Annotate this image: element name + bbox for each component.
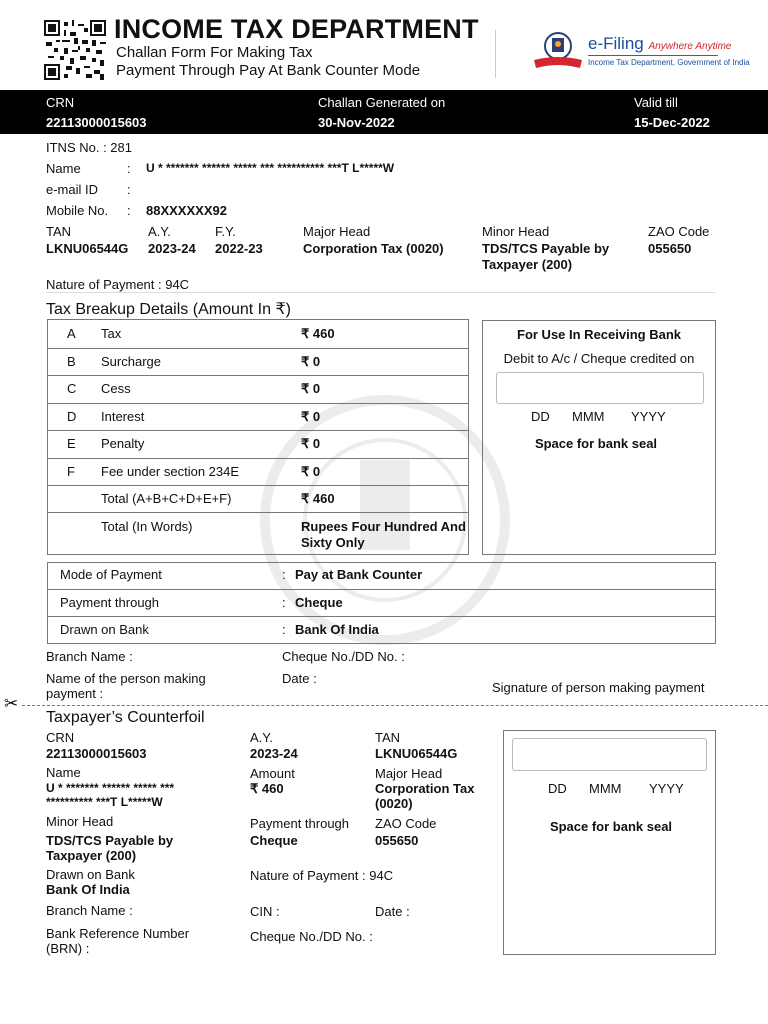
tax-breakup-title: Tax Breakup Details (Amount In ₹) xyxy=(46,301,291,318)
row-divider xyxy=(47,403,469,404)
breakup-row-amount: ₹ 0 xyxy=(301,353,321,369)
fy-label: F.Y. xyxy=(215,224,236,239)
tan-value: LKNU06544G xyxy=(46,241,129,256)
efiling-underline xyxy=(588,55,718,56)
crn-value: 22113000015603 xyxy=(46,115,147,130)
cf-tan-value: LKNU06544G xyxy=(375,746,458,761)
tan-label: TAN xyxy=(46,224,72,239)
person-making-payment-label-2: payment : xyxy=(46,686,104,701)
valid-label: Valid till xyxy=(634,95,678,110)
efiling-subtitle: Income Tax Department, Government of India xyxy=(588,58,750,67)
breakup-row-amount: ₹ 0 xyxy=(301,408,321,424)
cf-tan-label: TAN xyxy=(375,730,401,745)
person-making-payment-label-1: Name of the person making xyxy=(46,671,206,686)
row-divider xyxy=(47,589,716,590)
drawn-on-bank-label: Drawn on Bank xyxy=(60,622,149,637)
ay-value: 2023-24 xyxy=(148,241,196,256)
breakup-row-amount: ₹ 0 xyxy=(301,381,321,396)
zao-code-value: 055650 xyxy=(648,241,692,256)
breakup-row-label: Fee under section 234E xyxy=(101,463,240,479)
cf-cheque-no-label: Cheque No./DD No. : xyxy=(250,929,373,944)
cf-crn-label: CRN xyxy=(46,730,75,745)
cf-name-value-2: ********** ***T L*****W xyxy=(46,795,163,809)
row-divider xyxy=(47,375,469,376)
total-words-label: Total (In Words) xyxy=(101,519,193,534)
cf-nature-of-payment: Nature of Payment : 94C xyxy=(250,868,394,883)
department-title: INCOME TAX DEPARTMENT xyxy=(114,14,479,44)
mode-of-payment-label: Mode of Payment xyxy=(60,567,162,582)
row-divider xyxy=(47,512,469,513)
name-label: Name xyxy=(46,161,81,176)
colon: : xyxy=(282,567,286,582)
branch-name-label: Branch Name : xyxy=(46,649,133,664)
qr-code xyxy=(44,20,106,80)
crn-label: CRN xyxy=(46,95,75,110)
name-value: U * ******* ****** ***** *** ********** ***T L*****W xyxy=(146,161,395,175)
subtitle-line-1: Challan Form For Making Tax xyxy=(116,44,313,61)
total-words-value-2: Sixty Only xyxy=(301,535,365,550)
total-label: Total (A+B+C+D+E+F) xyxy=(101,491,232,506)
breakup-row-code: A xyxy=(67,326,76,341)
breakup-row-amount: ₹ 0 xyxy=(301,436,321,451)
email-label: e-mail ID xyxy=(46,182,99,197)
cf-payment-through-value: Cheque xyxy=(250,833,298,848)
bank-seal-space: Space for bank seal xyxy=(534,436,658,451)
cf-drawn-on-bank-value: Bank Of India xyxy=(46,882,130,897)
breakup-row-label: Cess xyxy=(101,381,131,396)
receiving-bank-title: For Use In Receiving Bank xyxy=(517,327,681,342)
breakup-row-code: D xyxy=(67,408,77,424)
cf-drawn-on-bank-label: Drawn on Bank xyxy=(46,867,135,882)
mobile-label: Mobile No. xyxy=(46,203,109,218)
cf-payment-through-label: Payment through xyxy=(250,816,350,831)
colon: : xyxy=(282,595,286,610)
ay-label: A.Y. xyxy=(148,224,171,239)
row-divider xyxy=(47,430,469,431)
cf-crn-value: 22113000015603 xyxy=(46,746,147,761)
colon: : xyxy=(127,182,131,197)
date-input-box[interactable] xyxy=(496,372,704,404)
mobile-value: 88XXXXXX92 xyxy=(146,203,227,218)
cf-zao-code-value: 055650 xyxy=(375,833,419,848)
mode-of-payment-value: Pay at Bank Counter xyxy=(295,567,423,582)
cf-date-label: Date : xyxy=(375,904,410,919)
colon: : xyxy=(282,622,286,637)
breakup-row-label: Surcharge xyxy=(101,353,161,369)
efiling-text: e-Filing xyxy=(588,34,644,53)
row-divider xyxy=(47,485,469,486)
cf-name-value-1: U * ******* ****** ***** *** xyxy=(46,781,175,795)
cf-date-input-box[interactable] xyxy=(512,738,707,771)
breakup-row-code: E xyxy=(67,436,76,451)
valid-value: 15-Dec-2022 xyxy=(634,115,710,130)
scissors-icon: ✂ xyxy=(4,694,19,713)
yyyy-label: YYYY xyxy=(631,409,666,424)
breakup-row-code: F xyxy=(67,463,75,479)
colon: : xyxy=(127,203,131,218)
major-head-label: Major Head xyxy=(303,224,371,239)
minor-head-value-2: Taxpayer (200) xyxy=(482,257,573,272)
fy-value: 2022-23 xyxy=(215,241,263,256)
total-words-value-1: Rupees Four Hundred And xyxy=(301,519,466,534)
cf-mmm-label: MMM xyxy=(589,781,622,796)
cf-brn-label-2: (BRN) : xyxy=(46,941,90,956)
date-label: Date : xyxy=(282,671,317,686)
generated-label: Challan Generated on xyxy=(318,95,446,110)
signature-label: Signature of person making payment xyxy=(492,680,705,695)
cf-name-label: Name xyxy=(46,765,81,780)
header-divider xyxy=(495,30,496,78)
cf-yyyy-label: YYYY xyxy=(649,781,684,796)
row-divider xyxy=(47,616,716,617)
debit-label: Debit to A/c / Cheque credited on xyxy=(503,351,695,366)
cf-zao-code-label: ZAO Code xyxy=(375,816,437,831)
breakup-row-code: C xyxy=(67,381,77,396)
cf-brn-label-1: Bank Reference Number xyxy=(46,926,190,941)
mmm-label: MMM xyxy=(572,409,605,424)
breakup-row-label: Penalty xyxy=(101,436,145,451)
subtitle-line-2: Payment Through Pay At Bank Counter Mode xyxy=(116,62,421,79)
cf-dd-label: DD xyxy=(548,781,567,796)
cf-major-head-label: Major Head xyxy=(375,766,443,781)
drawn-on-bank-value: Bank Of India xyxy=(295,622,379,637)
divider xyxy=(46,292,716,293)
cf-cin-label: CIN : xyxy=(250,904,280,919)
minor-head-value-1: TDS/TCS Payable by xyxy=(482,241,610,256)
itns-number: ITNS No. : 281 xyxy=(46,140,132,155)
nature-of-payment: Nature of Payment : 94C xyxy=(46,277,190,292)
efiling-logo xyxy=(588,34,731,54)
challan-info-bar xyxy=(0,90,768,134)
payment-through-label: Payment through xyxy=(60,595,160,610)
cf-minor-head-value-1: TDS/TCS Payable by xyxy=(46,833,174,848)
cf-bank-seal-space: Space for bank seal xyxy=(549,819,673,834)
cf-major-head-value-1: Corporation Tax xyxy=(375,781,475,796)
cf-amount-label: Amount xyxy=(250,766,295,781)
cf-major-head-value-2: (0020) xyxy=(375,796,413,811)
cheque-no-label: Cheque No./DD No. : xyxy=(282,649,405,664)
minor-head-label: Minor Head xyxy=(482,224,550,239)
total-value: ₹ 460 xyxy=(301,491,335,506)
breakup-row-code: B xyxy=(67,353,76,369)
tax-department-emblem-icon xyxy=(532,30,584,72)
payment-through-value: Cheque xyxy=(295,595,343,610)
zao-code-label: ZAO Code xyxy=(648,224,710,239)
breakup-row-amount: ₹ 460 xyxy=(301,326,335,341)
breakup-row-label: Interest xyxy=(101,408,145,424)
dd-label: DD xyxy=(531,409,550,424)
cf-minor-head-value-2: Taxpayer (200) xyxy=(46,848,137,863)
cf-ay-value: 2023-24 xyxy=(250,746,298,761)
cf-amount-value: ₹ 460 xyxy=(250,781,284,796)
breakup-row-amount: ₹ 0 xyxy=(301,463,321,479)
cut-line xyxy=(22,705,768,706)
generated-value: 30-Nov-2022 xyxy=(318,115,395,130)
colon: : xyxy=(127,161,131,176)
major-head-value: Corporation Tax (0020) xyxy=(303,241,444,256)
cf-branch-name-label: Branch Name : xyxy=(46,903,133,918)
breakup-row-label: Tax xyxy=(101,326,122,341)
counterfoil-title: Taxpayer’s Counterfoil xyxy=(46,709,205,726)
row-divider xyxy=(47,348,469,349)
cf-minor-head-label: Minor Head xyxy=(46,814,114,829)
efiling-tagline: Anywhere Anytime xyxy=(648,41,732,52)
cf-ay-label: A.Y. xyxy=(250,730,273,745)
row-divider xyxy=(47,458,469,459)
